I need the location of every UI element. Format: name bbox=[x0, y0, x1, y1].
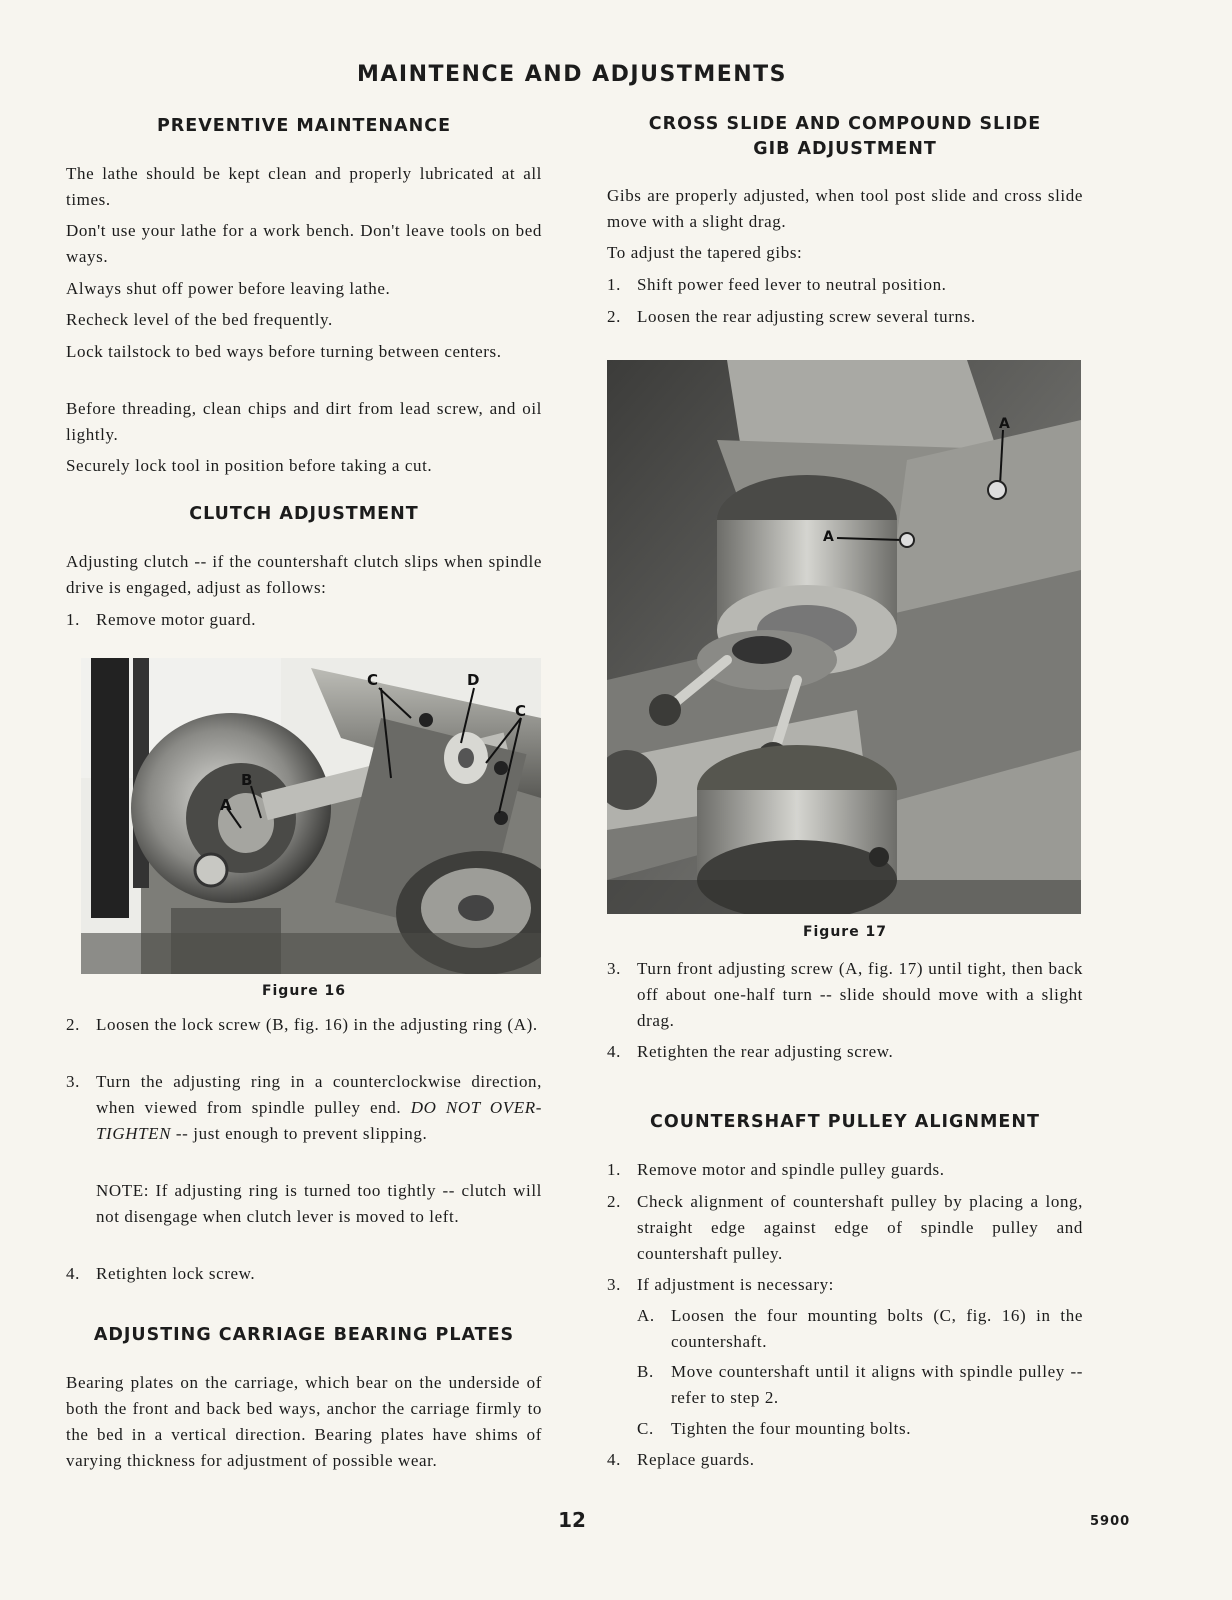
pulley-substep-b bbox=[607, 1359, 1083, 1411]
step-number: 1. bbox=[607, 275, 621, 294]
step-text: Turn the adjusting ring in a counterclockwise direction, when viewed from spindle pulley end. bbox=[96, 1072, 542, 1117]
preventive-item: Lock tailstock to bed ways before turning between centers. bbox=[66, 342, 502, 361]
pulley-substep-a bbox=[607, 1303, 1083, 1355]
pulley-substep-c bbox=[607, 1416, 1083, 1442]
clutch-step-4 bbox=[66, 1261, 542, 1287]
document-code: 5900 bbox=[1090, 1514, 1131, 1529]
preventive-maintenance-heading: PREVENTIVE MAINTENANCE bbox=[156, 116, 452, 136]
step-text: Loosen the rear adjusting screw several turns. bbox=[637, 307, 976, 326]
pulley-step-4 bbox=[607, 1447, 1083, 1473]
gib-intro: Gibs are properly adjusted, when tool post slide and cross slide move with a slight drag. bbox=[607, 186, 1083, 231]
step-text: If adjustment is necessary: bbox=[637, 1275, 835, 1294]
gib-step-2 bbox=[607, 304, 1083, 330]
step-text: -- just enough to prevent slipping. bbox=[175, 1124, 428, 1143]
step-text: Shift power feed lever to neutral position. bbox=[637, 275, 947, 294]
step-text: Check alignment of countershaft pulley by placing a long, straight edge against edge of spindle pulley and countershaft pulley. bbox=[637, 1192, 1083, 1263]
substep-text: Move countershaft until it aligns with spindle pulley -- refer to step 2. bbox=[671, 1362, 1083, 1407]
step-number: 1. bbox=[66, 610, 80, 629]
figure-16-caption: Figure 16 bbox=[261, 983, 347, 999]
preventive-item: Securely lock tool in position before taking a cut. bbox=[66, 456, 433, 475]
clutch-step-3 bbox=[66, 1069, 542, 1147]
step-number: 3. bbox=[66, 1072, 80, 1091]
preventive-item: The lathe should be kept clean and properly lubricated at all times. bbox=[66, 164, 542, 209]
preventive-item: Recheck level of the bed frequently. bbox=[66, 310, 333, 329]
page-title: MAINTENCE AND ADJUSTMENTS bbox=[356, 62, 788, 87]
step-number: 2. bbox=[66, 1015, 80, 1034]
clutch-note: NOTE: If adjusting ring is turned too tightly -- clutch will not disengage when clutch lever is moved to left. bbox=[96, 1181, 542, 1226]
figure-label: A bbox=[823, 529, 834, 545]
substep-letter: A. bbox=[637, 1306, 655, 1325]
clutch-intro: Adjusting clutch -- if the countershaft clutch slips when spindle drive is engaged, adjust as follows: bbox=[66, 552, 542, 597]
preventive-item: Don't use your lathe for a work bench. Don't leave tools on bed ways. bbox=[66, 221, 542, 266]
gib-step-1 bbox=[607, 272, 1083, 298]
step-text: Loosen the lock screw (B, fig. 16) in the adjusting ring (A). bbox=[96, 1015, 538, 1034]
step-text: Remove motor and spindle pulley guards. bbox=[637, 1160, 945, 1179]
countershaft-pulley-heading: COUNTERSHAFT PULLEY ALIGNMENT bbox=[650, 1112, 1040, 1132]
figure-label: B bbox=[241, 771, 253, 789]
step-text: Replace guards. bbox=[637, 1450, 755, 1469]
pulley-step-3 bbox=[607, 1272, 1083, 1298]
preventive-item: Always shut off power before leaving lathe. bbox=[66, 279, 391, 298]
figure-label: A bbox=[220, 796, 232, 814]
gib-adjustment-heading-line1: CROSS SLIDE AND COMPOUND SLIDE bbox=[648, 114, 1042, 134]
step-number: 2. bbox=[607, 1192, 621, 1211]
clutch-adjustment-heading: CLUTCH ADJUSTMENT bbox=[189, 504, 419, 524]
figure-label: C bbox=[515, 702, 527, 720]
step-number: 4. bbox=[607, 1450, 621, 1469]
step-text: Retighten lock screw. bbox=[96, 1264, 256, 1283]
step-number: 4. bbox=[607, 1042, 621, 1061]
step-text: Turn front adjusting screw (A, fig. 17) until tight, then back off about one-half turn -- slide should move with a slight drag. bbox=[637, 959, 1083, 1030]
substep-letter: C. bbox=[637, 1419, 654, 1438]
step-number: 3. bbox=[607, 1275, 621, 1294]
clutch-step-1 bbox=[66, 607, 542, 633]
cross-slide-gib-image bbox=[607, 360, 1081, 914]
preventive-item: Before threading, clean chips and dirt from lead screw, and oil lightly. bbox=[66, 399, 542, 444]
figure-label: A bbox=[999, 416, 1010, 432]
step-number: 1. bbox=[607, 1160, 621, 1179]
substep-letter: B. bbox=[637, 1362, 654, 1381]
substep-text: Loosen the four mounting bolts (C, fig. 16) in the countershaft. bbox=[671, 1306, 1083, 1351]
gib-step-3 bbox=[607, 956, 1083, 1034]
gib-intro-2: To adjust the tapered gibs: bbox=[607, 243, 803, 262]
figure-16-photo bbox=[81, 658, 541, 974]
step-text: Remove motor guard. bbox=[96, 610, 257, 629]
figure-17-photo bbox=[607, 360, 1081, 914]
gib-adjustment-heading-line2: GIB ADJUSTMENT bbox=[753, 139, 937, 159]
clutch-step-2 bbox=[66, 1012, 542, 1038]
pulley-step-2 bbox=[607, 1189, 1083, 1267]
figure-label: D bbox=[467, 671, 480, 689]
step-number: 2. bbox=[607, 307, 621, 326]
step-number: 4. bbox=[66, 1264, 80, 1283]
page-number: 12 bbox=[558, 1508, 586, 1532]
warning-text: DO NOT OVER-TIGHTEN bbox=[96, 1098, 543, 1143]
carriage-bearing-text: Bearing plates on the carriage, which bear on the underside of both the front and back bed ways, anchor the carriage firmly to the bed in a vertical direction. Bearing plates have shims of varying thickness for adjustment of possible wear. bbox=[66, 1373, 542, 1470]
figure-label: C bbox=[367, 671, 379, 689]
gib-step-4 bbox=[607, 1039, 1083, 1065]
step-number: 3. bbox=[607, 959, 621, 978]
carriage-bearing-heading: ADJUSTING CARRIAGE BEARING PLATES bbox=[93, 1325, 515, 1345]
step-text: Retighten the rear adjusting screw. bbox=[637, 1042, 894, 1061]
substep-text: Tighten the four mounting bolts. bbox=[671, 1419, 912, 1438]
pulley-step-1 bbox=[607, 1157, 1083, 1183]
figure-17-caption: Figure 17 bbox=[802, 924, 888, 940]
countershaft-clutch-image bbox=[81, 658, 541, 974]
